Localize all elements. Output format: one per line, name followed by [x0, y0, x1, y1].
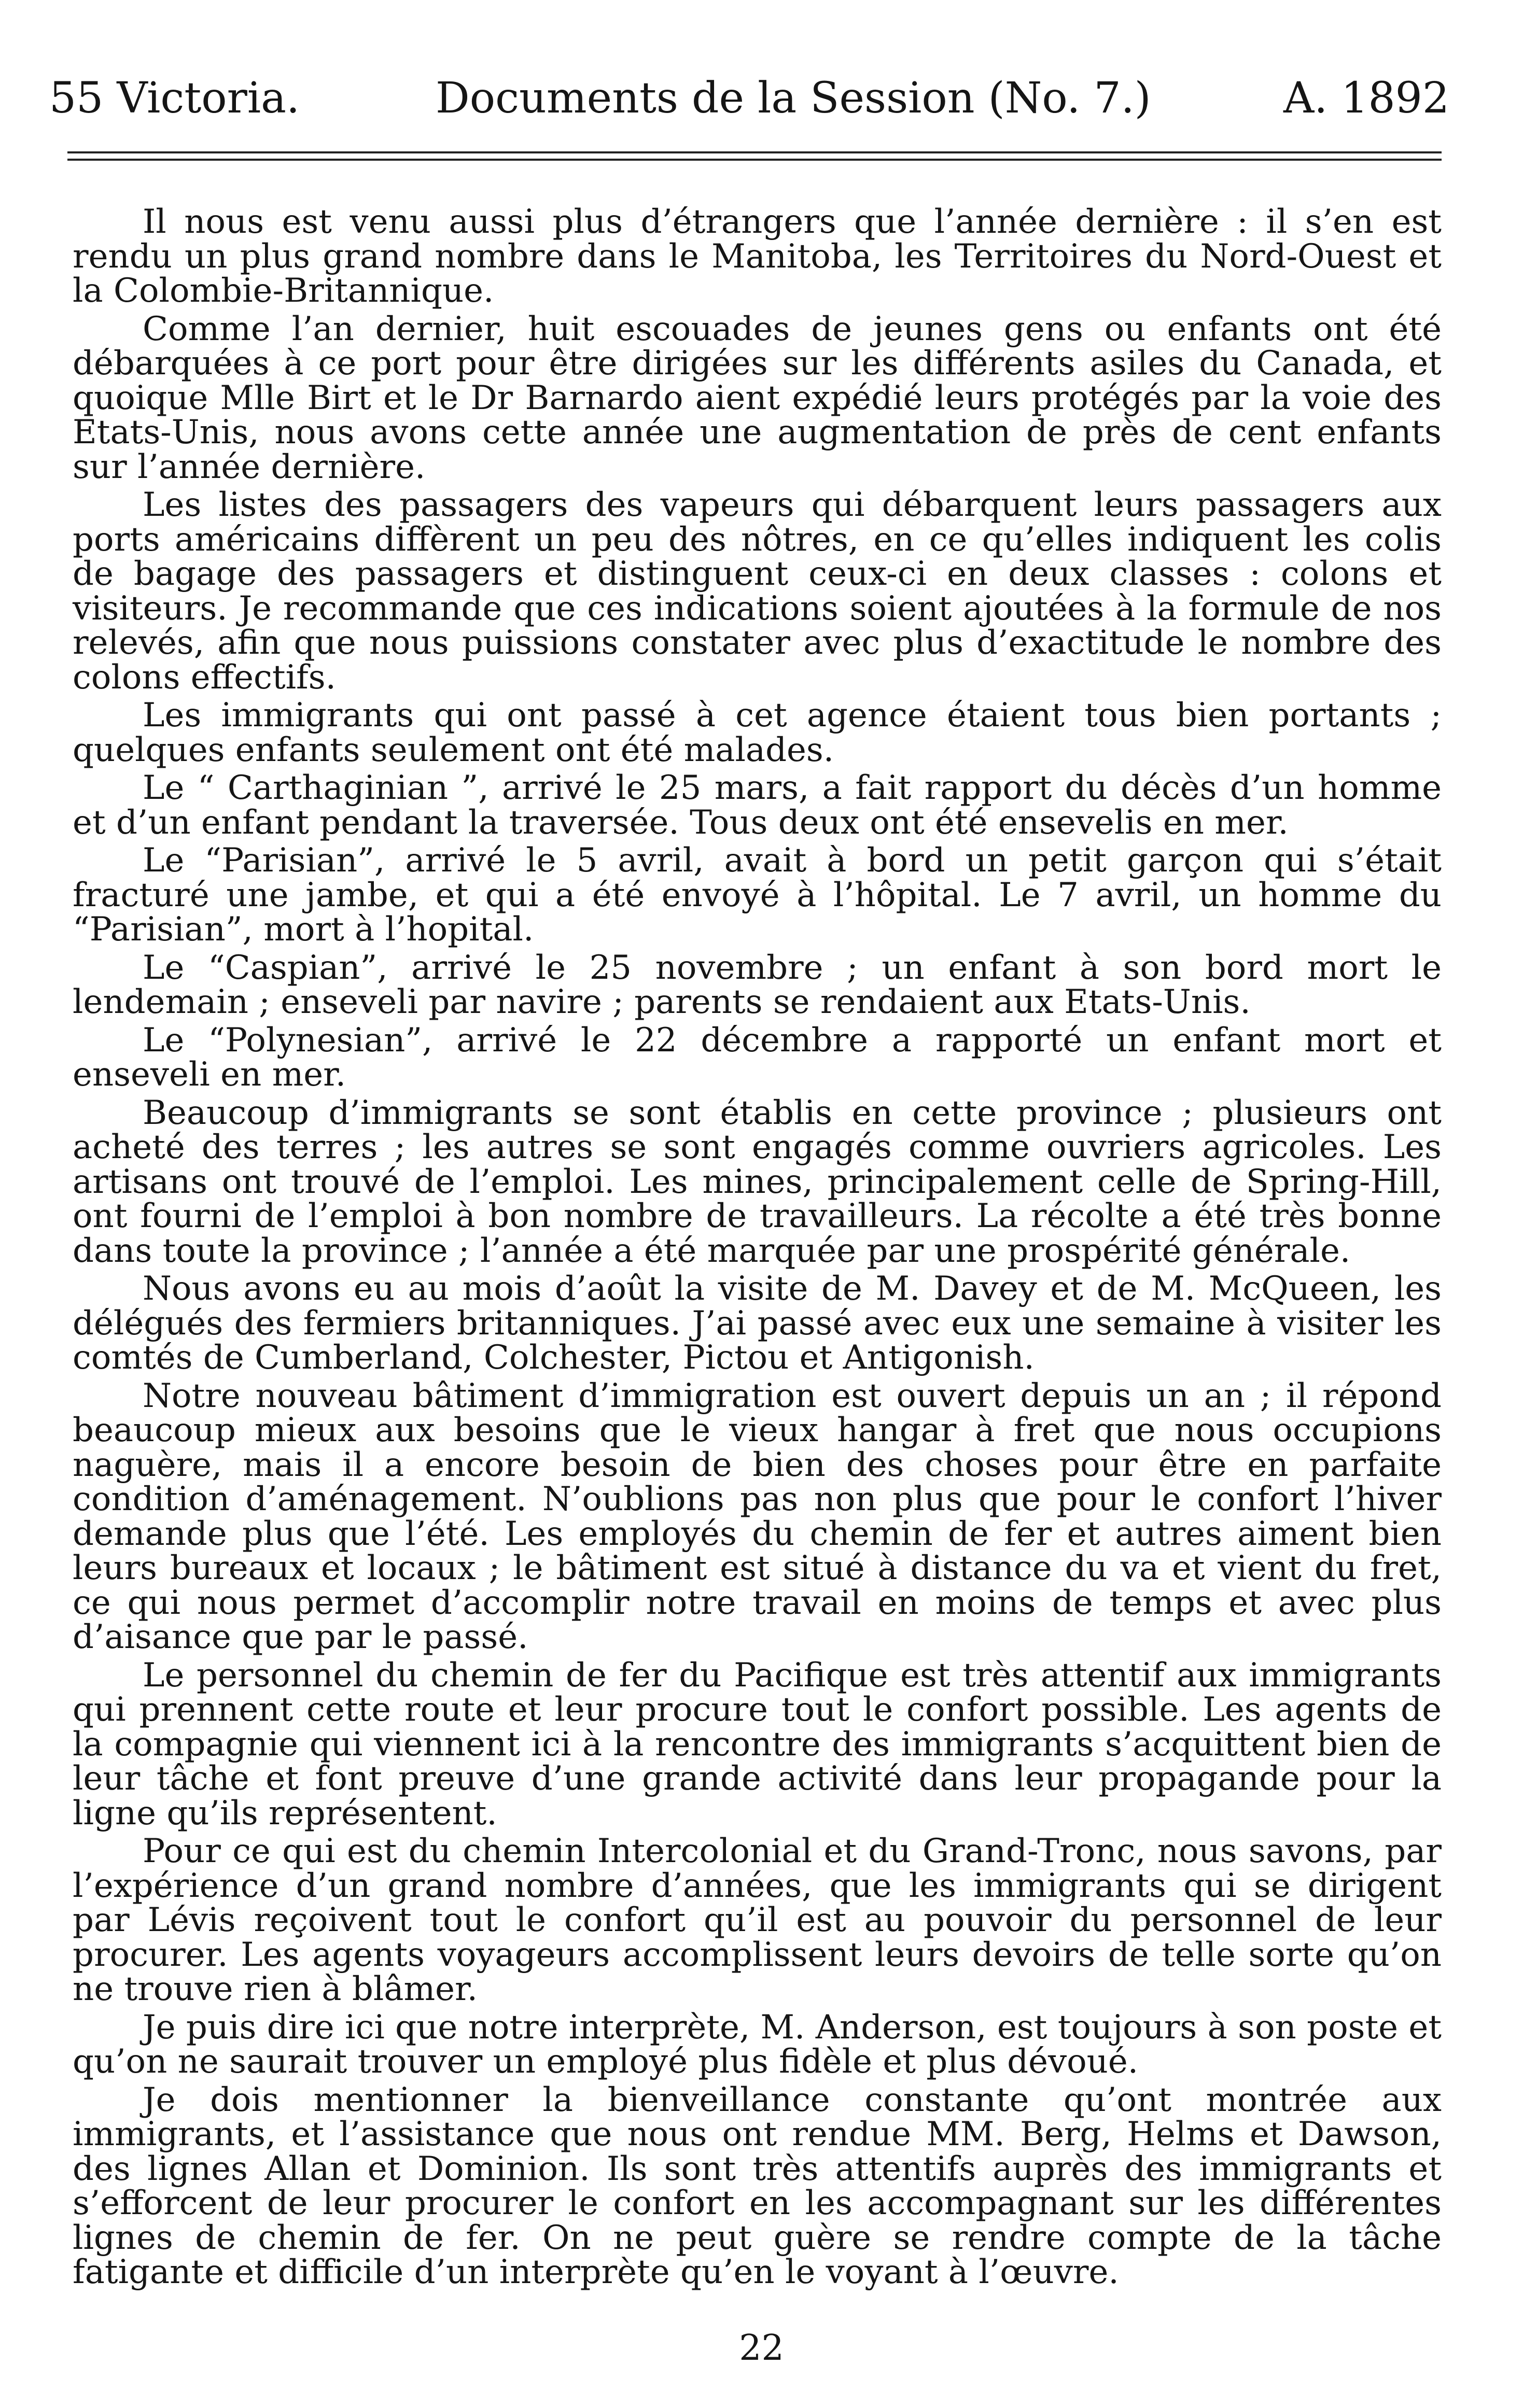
page-number: 22: [739, 2328, 784, 2369]
paragraph-passenger-lists: Les listes des passagers des vapeurs qui débarquent leurs passagers aux ports américains diffèrent un peu des nôtres, en ce qu’elles indiquent les colis de bagage des passagers et distinguent ceux-ci en deux classes : colons et visiteurs. Je recommande que ces indications soient ajoutées à la formule de nos relevés, afin que nous puissions constater avec plus d’exactitude le nombre des colons effectifs.: [73, 486, 1442, 697]
paragraph-settlement: Beaucoup d’immigrants se sont établis en cette province ; plusieurs ont acheté des terres ; les autres se sont engagés comme ouvriers agricoles. Les artisans ont trouvé de l’emploi. Les mines, principalement celle de Spring-Hill, ont fourni de l’emploi à bon nombre de travailleurs. La récolte a été très bonne dans toute la province ; l’année a été marquée par une prospérité générale.: [73, 1093, 1442, 1270]
paragraph-intercolonial: Pour ce qui est du chemin Intercolonial et du Grand-Tronc, nous savons, par l’expérience d’un grand nombre d’années, que les immigrants qui se dirigent par Lévis reçoivent tout le confort qu’il est au pouvoir du personnel de leur procurer. Les agents voyageurs accomplissent leurs devoirs de telle sorte qu’on ne trouve rien à blâmer.: [73, 1832, 1442, 2008]
paragraph-polynesian: Le “Polynesian”, arrivé le 22 décembre a rapporté un enfant mort et enseveli en mer.: [73, 1021, 1442, 1094]
paragraph-interpreter: Je puis dire ici que notre interprète, M. Anderson, est toujours à son poste et qu’on ne saurait trouver un employé plus fidèle et plus dévoué.: [73, 2008, 1442, 2081]
paragraph-parisian: Le “Parisian”, arrivé le 5 avril, avait à bord un petit garçon qui s’était fracturé une jambe, et qui a été envoyé à l’hôpital. Le 7 avril, un homme du “Parisian”, mort à l’hopital.: [73, 841, 1442, 949]
header-rule-top: [67, 151, 1442, 153]
paragraph-pacific-railway: Le personnel du chemin de fer du Pacifique est très attentif aux immigrants qui prennent cette route et leur procure tout le confort possible. Les agents de la compagnie qui viennent ici à la rencontre des immigrants s’acquittent bien de leur tâche et font preuve d’une grande activité dans leur propagande pour la ligne qu’ils représentent.: [73, 1656, 1442, 1833]
paragraph-foreigners: Il nous est venu aussi plus d’étrangers que l’année dernière : il s’en est rendu un plus grand nombre dans le Manitoba, les Territoires du Nord-Ouest et la Colombie-Britannique.: [73, 203, 1442, 310]
header-rule-bottom: [67, 159, 1442, 161]
paragraph-health: Les immigrants qui ont passé à cet agence étaient tous bien portants ; quelques enfants seulement ont été malades.: [73, 696, 1442, 769]
header-regnal-year: 55 Victoria.: [49, 74, 300, 123]
header-session-title: Documents de la Session (No. 7.): [436, 74, 1151, 123]
paragraph-acknowledgements: Je dois mentionner la bienveillance constante qu’ont montrée aux immigrants, et l’assistance que nous ont rendue MM. Berg, Helms et Dawson, des lignes Allan et Dominion. Ils sont très attentifs auprès des immigrants et s’efforcent de leur procurer le confort en les accompagnant sur les différentes lignes de chemin de fer. On ne peut guère se rendre compte de la tâche fatigante et difficile d’un interprète qu’en le voyant à l’œuvre.: [73, 2080, 1442, 2291]
report-body: [73, 205, 1442, 2293]
paragraph-new-building: Notre nouveau bâtiment d’immigration est ouvert depuis un an ; il répond beaucoup mieux aux besoins que le vieux hangar à fret que nous occupions naguère, mais il a encore besoin de bien des choses pour être en parfaite condition d’aménagement. N’oublions pas non plus que pour le confort l’hiver demande plus que l’été. Les employés du chemin de fer et autres aiment bien leurs bureaux et locaux ; le bâtiment est situé à distance du va et vient du fret, ce qui nous permet d’accomplir notre travail en moins de temps et avec plus d’aisance que par le passé.: [73, 1376, 1442, 1656]
running-header: [49, 73, 1449, 124]
header-year: A. 1892: [1283, 74, 1449, 123]
paragraph-caspian: Le “Caspian”, arrivé le 25 novembre ; un enfant à son bord mort le lendemain ; enseveli par navire ; parents se rendaient aux Etats-Unis.: [73, 948, 1442, 1021]
paragraph-delegates-visit: Nous avons eu au mois d’août la visite de M. Davey et de M. McQueen, les délégués des fermiers britanniques. J’ai passé avec eux une semaine à visiter les comtés de Cumberland, Colchester, Pictou et Antigonish.: [73, 1270, 1442, 1377]
paragraph-children-squads: Comme l’an dernier, huit escouades de jeunes gens ou enfants ont été débarquées à ce port pour être dirigées sur les différents asiles du Canada, et quoique Mlle Birt et le Dr Barnardo aient expédié leurs protégés par la voie des Etats-Unis, nous avons cette année une augmentation de près de cent enfants sur l’année dernière.: [73, 309, 1442, 486]
paragraph-carthaginian: Le “ Carthaginian ”, arrivé le 25 mars, a fait rapport du décès d’un homme et d’un enfant pendant la traversée. Tous deux ont été ensevelis en mer.: [73, 769, 1442, 842]
